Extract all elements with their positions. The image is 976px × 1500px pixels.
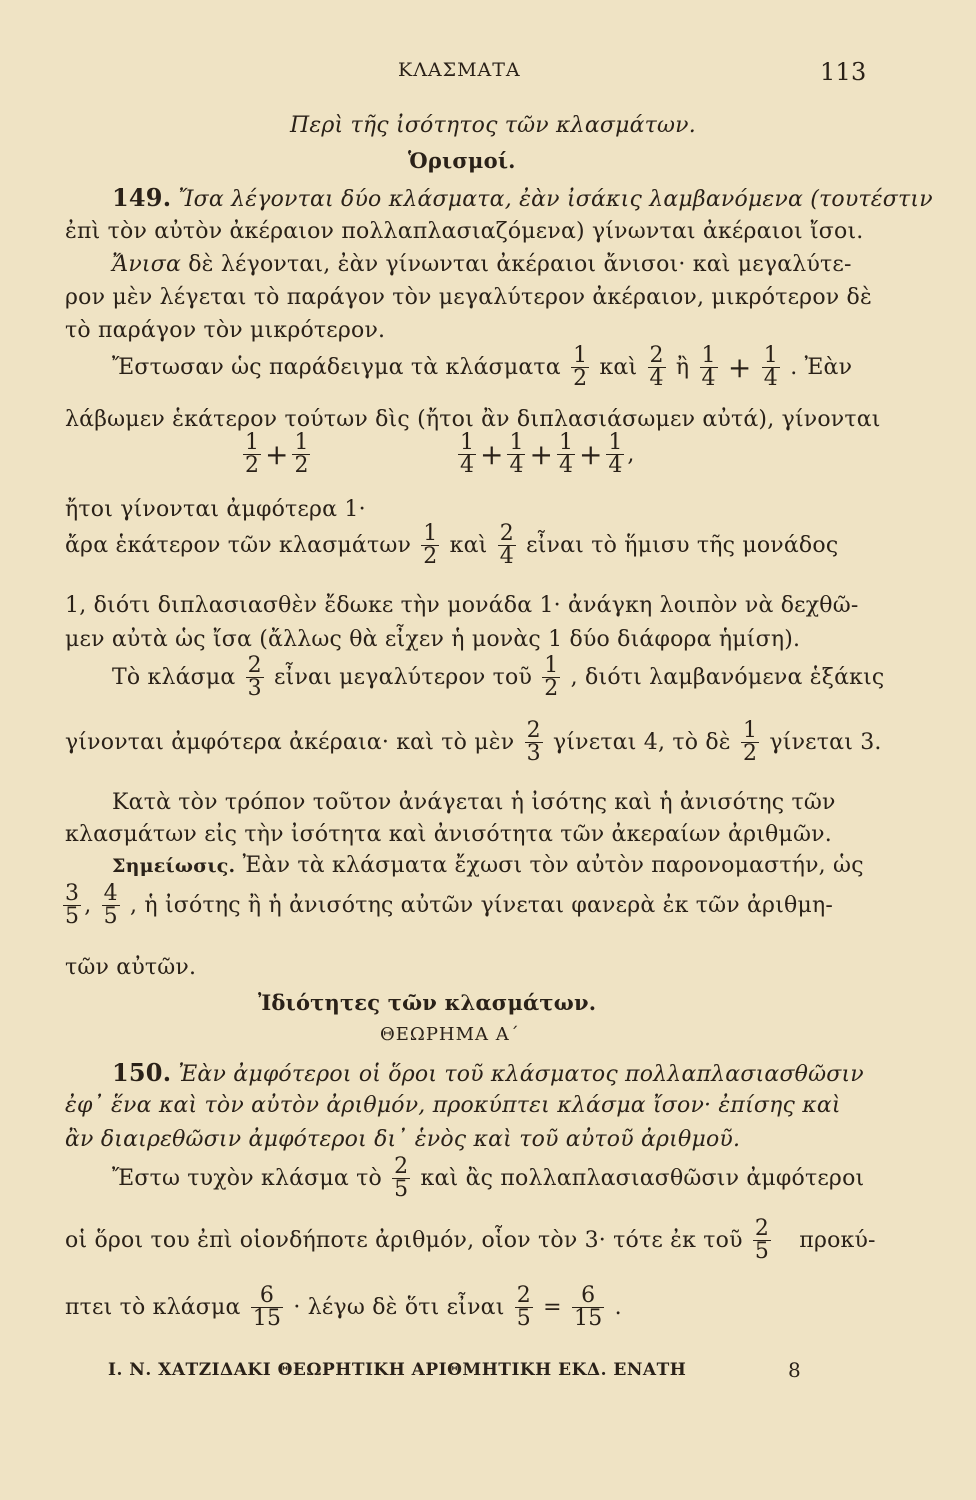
- text: , διότι λαμβανόμενα ἑξάκις: [570, 665, 885, 690]
- section-2-title: Ἰδιότητες τῶν κλασμάτων.: [258, 990, 597, 1015]
- example-line: [112, 345, 852, 390]
- running-title: ΚΛΑΣΜΑΤΑ: [398, 59, 521, 81]
- paragraph-149-line-9: ἤτοι γίνονται ἀμφότερα 1·: [65, 497, 366, 522]
- fraction-1-4: $\frac{1}{4}$: [701, 343, 716, 391]
- equals-sign: =: [543, 1295, 562, 1320]
- paragraph-number: 150.: [112, 1058, 172, 1087]
- text: Ἐὰν ἀμφότεροι οἱ ὅροι τοῦ κλάσματος πολλαπλασιασθῶσιν: [178, 1062, 864, 1087]
- fraction-3-5: $\frac{3}{5}$: [65, 881, 80, 929]
- text: πτει τὸ κλάσμα: [65, 1295, 241, 1320]
- fraction-1-4: $\frac{1}{4}$: [558, 430, 573, 478]
- fraction-6-15: $\frac{6}{15}$: [574, 1283, 603, 1331]
- page-number: 113: [820, 58, 867, 86]
- fraction-1-2: $\frac{1}{2}$: [573, 343, 588, 391]
- text: .: [614, 1295, 622, 1320]
- paragraph-150-line-5: [65, 1218, 876, 1263]
- term-unequal: Ἄνισα: [112, 252, 182, 277]
- paragraph-149-line-10: [65, 523, 838, 568]
- fraction-1-2: $\frac{1}{2}$: [743, 718, 758, 766]
- text: καὶ: [599, 355, 638, 380]
- note-line-2: $\frac{3}{5}$ , $\frac{4}{5}$ , ἡ ἰσότης ἢ ἡ ἀνισότης αὐτῶν γίνεται φανερὰ ἐκ τῶν ἀριθμη-: [65, 881, 833, 929]
- fraction-2-3: $\frac{2}{3}$: [247, 653, 262, 701]
- fraction-1-2: $\frac{1}{2}$: [294, 430, 309, 478]
- fraction-4-5: $\frac{4}{5}$: [103, 881, 118, 929]
- fraction-1-4: $\frac{1}{4}$: [509, 430, 524, 478]
- paragraph-149-line-4: ρον μὲν λέγεται τὸ παράγον τὸν μεγαλύτερον ἀκέραιον, μικρότερον δὲ: [65, 285, 872, 310]
- plus-sign: +: [727, 351, 752, 384]
- paragraph-149-line-5: τὸ παράγον τὸν μικρότερον.: [65, 318, 386, 343]
- text: γίνεται 4, τὸ δὲ: [552, 730, 731, 755]
- fraction-2-5: $\frac{2}{5}$: [394, 1154, 409, 1202]
- plus-sign: +: [265, 438, 289, 471]
- text: Ἐὰν τὰ κλάσματα ἔχωσι τὸν αὐτὸν παρονομαστήν, ὡς: [242, 853, 864, 878]
- theorem-heading: ΘΕΩΡΗΜΑ Α΄: [380, 1024, 520, 1045]
- text: . Ἐὰν: [790, 355, 853, 380]
- fraction-2-5: $\frac{2}{5}$: [754, 1216, 770, 1264]
- footer-publisher: Ι. Ν. ΧΑΤΖΙΔΑΚΙ ΘΕΩΡΗΤΙΚΗ ΑΡΙΘΜΗΤΙΚΗ ΕΚΔ. ΕΝΑΤΗ: [108, 1360, 687, 1380]
- text: Ἔστωσαν ὡς παράδειγμα τὰ κλάσματα: [112, 355, 561, 380]
- fraction-1-4: $\frac{1}{4}$: [608, 430, 623, 478]
- fraction-1-4: $\frac{1}{4}$: [763, 343, 778, 391]
- definitions-heading: Ὁρισμοί.: [408, 148, 516, 173]
- paragraph-149-line-11: 1, διότι διπλασιασθὲν ἔδωκε τὴν μονάδα 1· ἀνάγκη λοιπὸν νὰ δεχθῶ-: [65, 593, 859, 618]
- text: · λέγω δὲ ὅτι εἶναι: [293, 1295, 505, 1320]
- text: ἄρα ἑκάτερον τῶν κλασμάτων: [65, 533, 412, 558]
- fraction-2-4: $\frac{2}{4}$: [499, 521, 514, 569]
- paragraph-149-line-2: ἐπὶ τὸν αὐτὸν ἀκέραιον πολλαπλασιαζόμενα) γίνωνται ἀκέραιοι ἴσοι.: [65, 219, 864, 244]
- fraction-1-2: $\frac{1}{2}$: [423, 521, 438, 569]
- fraction-1-4: $\frac{1}{4}$: [460, 430, 474, 478]
- text: Τὸ κλάσμα: [112, 665, 236, 690]
- paragraph-150-line-3: ἂν διαιρεθῶσιν ἀμφότεροι δι᾽ ἑνὸς καὶ τοῦ αὐτοῦ ἀριθμοῦ.: [65, 1127, 741, 1152]
- fraction-2-4: $\frac{2}{4}$: [649, 343, 664, 391]
- paragraph-149-line-14: [65, 720, 882, 765]
- plus-sign: +: [578, 438, 603, 471]
- paragraph-150-line-1: [112, 1058, 864, 1087]
- fraction-2-5: $\frac{2}{5}$: [516, 1283, 531, 1331]
- paragraph-149-line-7: λάβωμεν ἑκάτερον τούτων δὶς (ἤτοι ἂν διπλασιάσωμεν αὐτά), γίνονται: [65, 407, 881, 432]
- text: καὶ ἂς πολλαπλασιασθῶσιν ἀμφότεροι: [420, 1166, 865, 1191]
- note-line-3: τῶν αὐτῶν.: [65, 955, 197, 980]
- paragraph-150-line-2: ἐφ᾽ ἕνα καὶ τὸν αὐτὸν ἀριθμόν, προκύπτει κλάσμα ἴσον· ἐπίσης καὶ: [65, 1093, 841, 1118]
- note-line-1: [112, 853, 864, 878]
- paragraph-150-line-6: [65, 1285, 622, 1330]
- comma: ,: [627, 442, 635, 467]
- text: γίνεται 3.: [769, 730, 882, 755]
- note-label: Σημείωσις.: [112, 855, 236, 877]
- text: εἶναι μεγαλύτερον τοῦ: [274, 665, 533, 690]
- text: οἱ ὅροι του ἐπὶ οἱονδήποτε ἀριθμόν, οἷον τὸν 3· τότε ἐκ τοῦ: [65, 1228, 743, 1253]
- fraction-2-3: $\frac{2}{3}$: [526, 718, 541, 766]
- text: καὶ: [449, 533, 488, 558]
- plus-sign: +: [529, 438, 553, 471]
- paragraph-149-line-15: Κατὰ τὸν τρόπον τοῦτον ἀνάγεται ἡ ἰσότης καὶ ἡ ἀνισότης τῶν: [112, 790, 836, 815]
- text: εἶναι τὸ ἥμισυ τῆς μονάδος: [526, 533, 839, 558]
- text: , ἡ ἰσότης ἢ ἡ ἀνισότης αὐτῶν γίνεται φανερὰ ἐκ τῶν ἀριθμη-: [130, 893, 833, 918]
- paragraph-150-line-4: [112, 1156, 864, 1201]
- text: δὲ λέγονται, ἐὰν γίνωνται ἀκέραιοι ἄνισοι· καὶ μεγαλύτε-: [188, 252, 852, 277]
- paragraph-149-line-12: μεν αὐτὰ ὡς ἴσα (ἄλλως θὰ εἶχεν ἡ μονὰς 1 δύο διάφορα ἡμίση).: [65, 627, 801, 652]
- footer-signature: 8: [788, 1358, 801, 1382]
- sum-quarters: [455, 432, 634, 477]
- text: Ἴσα λέγονται δύο κλάσματα, ἐὰν ἰσάκις λαμβανόμενα (τουτέστιν: [178, 187, 933, 212]
- paragraph-149-line-16: κλασμάτων εἰς τὴν ἰσότητα καὶ ἀνισότητα τῶν ἀκεραίων ἀριθμῶν.: [65, 822, 832, 847]
- sum-halves: [240, 432, 313, 477]
- fraction-1-2: $\frac{1}{2}$: [245, 430, 259, 478]
- text: Ἔστω τυχὸν κλάσμα τὸ: [112, 1166, 382, 1191]
- section-title: Περὶ τῆς ἰσότητος τῶν κλασμάτων.: [290, 113, 696, 138]
- paragraph-149-line-1: [112, 183, 933, 212]
- plus-sign: +: [480, 438, 504, 471]
- fraction-1-2: $\frac{1}{2}$: [544, 653, 559, 701]
- text: προκύ-: [799, 1228, 876, 1253]
- paragraph-149-line-3: [112, 252, 852, 277]
- paragraph-149-line-13: [112, 655, 884, 700]
- fraction-6-15: $\frac{6}{15}$: [252, 1283, 282, 1331]
- paragraph-number: 149.: [112, 183, 172, 212]
- text: ἢ: [675, 355, 690, 380]
- text: γίνονται ἀμφότερα ἀκέραια· καὶ τὸ μὲν: [65, 730, 515, 755]
